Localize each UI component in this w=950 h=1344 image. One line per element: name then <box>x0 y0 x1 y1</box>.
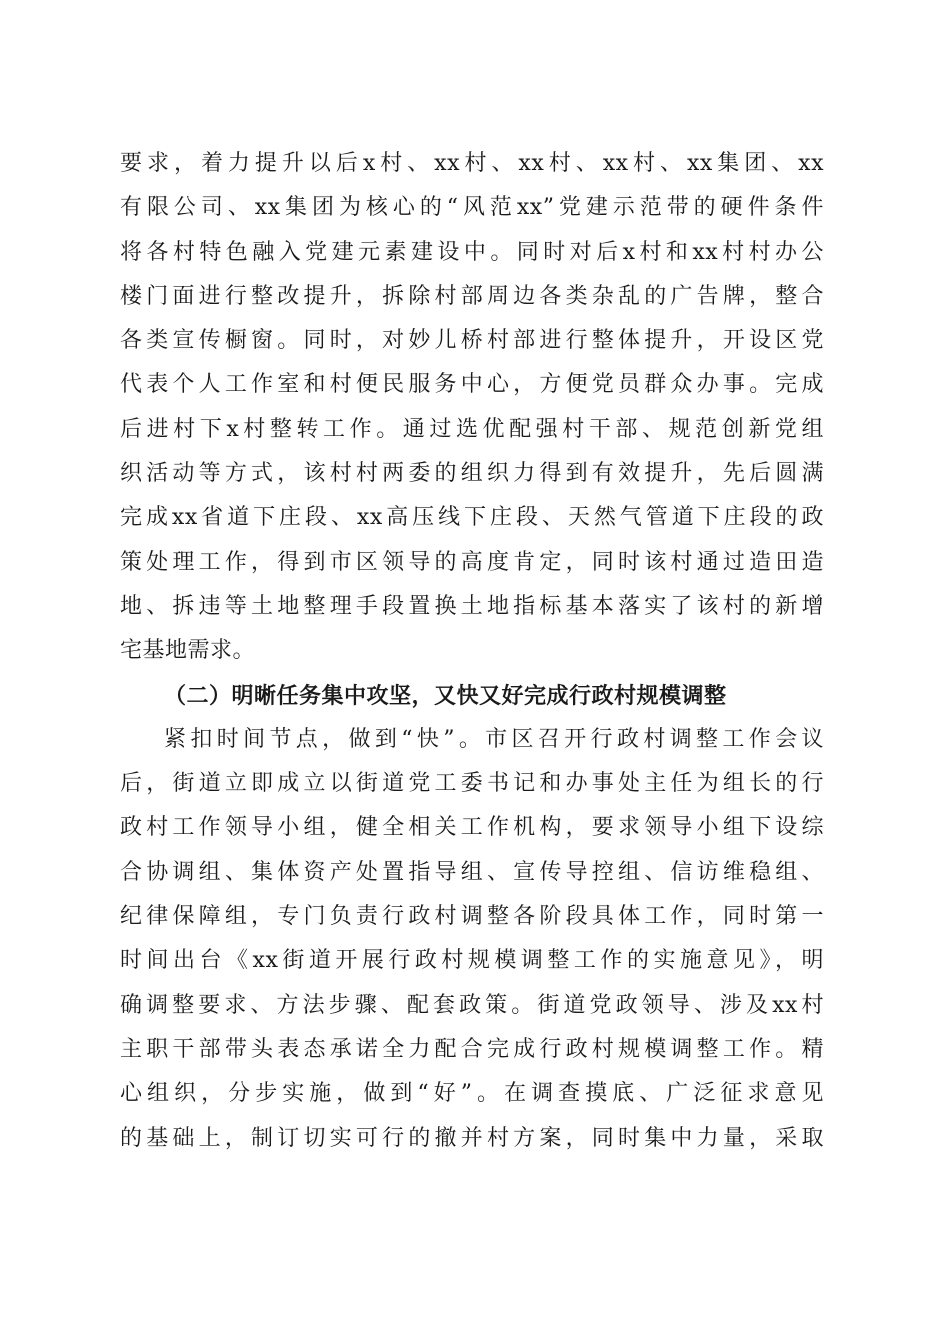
text-line: 时间出台《xx街道开展行政村规模调整工作的实施意见》，明 <box>120 948 824 974</box>
text-line: 后，街道立即成立以街道党工委书记和办事处主任为组长的行 <box>120 771 824 797</box>
text-line: 各类宣传橱窗。同时，对妙儿桥村部进行整体提升，开设区党 <box>120 328 824 354</box>
text-line: 完成xx省道下庄段、xx高压线下庄段、天然气管道下庄段的政 <box>120 505 824 531</box>
text-line: 楼门面进行整改提升，拆除村部周边各类杂乱的广告牌，整合 <box>120 283 824 309</box>
text-line: 心组织，分步实施，做到“好”。在调查摸底、广泛征求意见 <box>120 1081 824 1107</box>
text-line: 宅基地需求。 <box>120 638 256 664</box>
section-heading: （二）明晰任务集中攻坚，又快又好完成行政村规模调整 <box>164 682 727 709</box>
text-line: 主职干部带头表态承诺全力配合完成行政村规模调整工作。精 <box>120 1036 824 1062</box>
body-text <box>120 142 824 1161</box>
text-line: 紧扣时间节点，做到“快”。市区召开行政村调整工作会议 <box>164 726 824 752</box>
text-line: 合协调组、集体资产处置指导组、宣传导控组、信访维稳组、 <box>120 859 824 885</box>
text-line: 政村工作领导小组，健全相关工作机构，要求领导小组下设综 <box>120 815 824 841</box>
text-line: 将各村特色融入党建元素建设中。同时对后x村和xx村村办公 <box>120 239 824 265</box>
text-line: 的基础上，制订切实可行的撤并村方案，同时集中力量，采取 <box>120 1125 824 1151</box>
text-line: 织活动等方式，该村村两委的组织力得到有效提升，先后圆满 <box>120 461 824 487</box>
text-line: 有限公司、xx集团为核心的“风范xx”党建示范带的硬件条件 <box>120 195 824 221</box>
text-line: 后进村下x村整转工作。通过选优配强村干部、规范创新党组 <box>120 416 824 442</box>
text-line: 地、拆违等土地整理手段置换土地指标基本落实了该村的新增 <box>120 593 824 619</box>
text-line: 要求，着力提升以后x村、xx村、xx村、xx村、xx集团、xx <box>120 151 824 176</box>
text-line: 确调整要求、方法步骤、配套政策。街道党政领导、涉及xx村 <box>120 992 824 1018</box>
text-line: 策处理工作，得到市区领导的高度肯定，同时该村通过造田造 <box>120 549 824 575</box>
text-line: 纪律保障组，专门负责行政村调整各阶段具体工作，同时第一 <box>120 904 824 930</box>
text-line: 代表个人工作室和村便民服务中心，方便党员群众办事。完成 <box>120 372 824 398</box>
